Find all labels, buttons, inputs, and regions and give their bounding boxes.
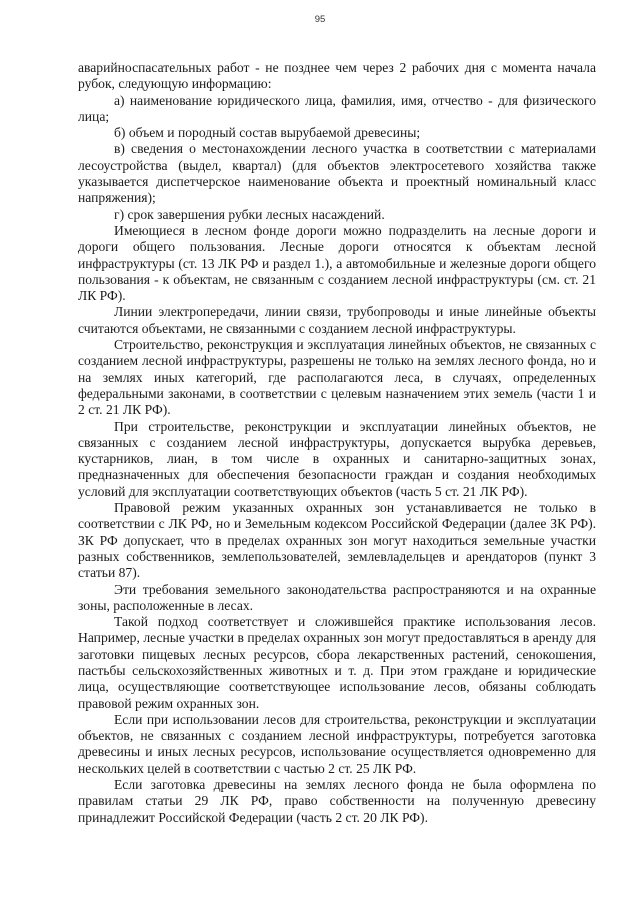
paragraph-ownership: Если заготовка древесины на землях лесного фонда не была оформлена по правилам статьи 29 ЛК РФ, право собственности на полученную древесину принадлежит Российской Федерации (часть 2 ст. 20 ЛК РФ). [78, 777, 596, 825]
list-item-g: г) срок завершения рубки лесных насаждений. [114, 206, 385, 222]
list-item-a: а) наименование юридического лица, фамилия, имя, отчество - для физического лица; [78, 92, 596, 124]
paragraph-roads: Имеющиеся в лесном фонде дороги можно подразделить на лесные дороги и дороги общего пользования. Лесные дороги относятся к объектам лесной инфраструктуры (ст. 13 ЛК РФ и раздел 1.), а автомобильные и железные дороги общего пользования - к объектам, не связанным с созданием лесной инфраструктуры (см. ст. 21 ЛК РФ). [78, 222, 596, 304]
list-item-v: в) сведения о местонахождении лесного участка в соответствии с материалами лесоустройства (выдел, квартал) (для объектов электросетевого хозяйства также указывается диспетчерское наименование объекта и проектный номинальный класс напряжения); [78, 141, 596, 206]
page-number: 95 [314, 14, 326, 25]
paragraph-multiple-purposes: Если при использовании лесов для строительства, реконструкции и эксплуатации объектов, не связанных с созданием лесной инфраструктуры, потребуется заготовка древесины и иных лесных ресурсов, использование осуществляется одновременно для нескольких целей в соответствии с частью 2 ст. 25 ЛК РФ. [78, 711, 596, 776]
paragraph-legal-regime: Правовой режим указанных охранных зон устанавливается не только в соответствии с ЛК РФ, но и Земельным кодексом Российской Федерации (далее ЗК РФ). ЗК РФ допускает, что в пределах охранных зон могут находиться земельные участки разных собственников, землепользователей, землевладельцев и арендаторов (пункт 3 статьи 87). [78, 500, 596, 581]
paragraph-power-lines: Линии электропередачи, линии связи, трубопроводы и иные линейные объекты считаются объектами, не связанными с созданием лесной инфраструктуры. [78, 304, 596, 336]
paragraph-practice: Такой подход соответствует и сложившейся практике использования лесов. Например, лесные участки в пределах охранных зон могут предоставляться в аренду для заготовки пищевых лесных ресурсов, сбора лекарственных растений, сенокошения, пастьбы сельскохозяйственных животных и т. д. При этом граждане и юридические лица, осуществляющие соответствующее использование лесов, обязаны соблюдать правовой режим охранных зон. [78, 614, 596, 711]
paragraph-felling: При строительстве, реконструкции и эксплуатации линейных объектов, не связанных с созданием лесной инфраструктуры, допускается вырубка деревьев, кустарников, лиан, в том числе в охранных и санитарно-защитных зонах, предназначенных для обеспечения безопасности граждан и создания необходимых условий для эксплуатации соответствующих объектов (часть 5 ст. 21 ЛК РФ). [78, 418, 596, 499]
list-item-b: б) объем и породный состав вырубаемой древесины; [114, 125, 421, 141]
document-body [78, 60, 596, 826]
paragraph-continuation: аварийноспасательных работ - не позднее чем через 2 рабочих дня с момента начала рубок, следующую информацию: [78, 60, 596, 92]
paragraph-land-law: Эти требования земельного законодательства распространяются и на охранные зоны, расположенные в лесах. [78, 581, 596, 613]
paragraph-construction: Строительство, реконструкция и эксплуатация линейных объектов, не связанных с созданием лесной инфраструктуры, разрешены не только на землях лесного фонда, но и на землях иных категорий, где располагаются леса, в случаях, определенных федеральными законами, в соответствии с целевым назначением этих земель (части 1 и 2 ст. 21 ЛК РФ). [78, 337, 596, 418]
